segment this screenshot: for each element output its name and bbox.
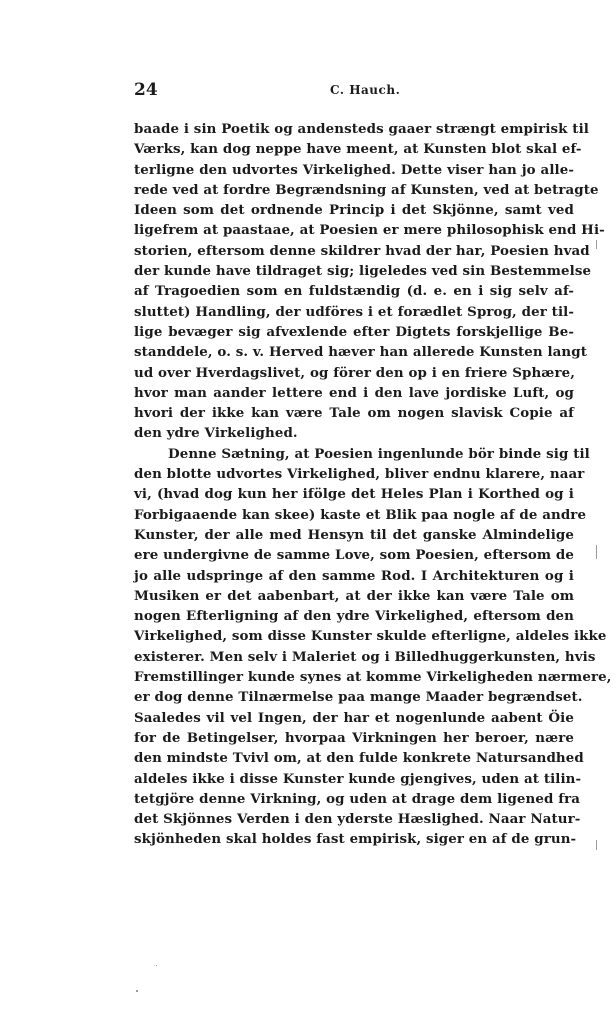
text-line: Virkelighed, som disse Kunster skulde efterligne, aldeles ikke xyxy=(134,628,607,645)
page-number: 24 xyxy=(134,80,158,100)
text-line: terligne den udvortes Virkelighed. Dette viser han jo alle- xyxy=(134,161,574,178)
text-line: Forbigaaende kan skee) kaste et Blik paa nogle af de andre xyxy=(134,506,587,523)
text-line: ligefrem at paastaae, at Poesien er mere philosophisk end Hi- xyxy=(134,222,605,239)
text-line: Fremstillinger kunde synes at komme Virkeligheden nærmere, xyxy=(134,669,612,686)
text-line: det Skjönnes Verden i den yderste Hæslighed. Naar Natur- xyxy=(134,811,581,828)
text-line: skjönheden skal holdes fast empirisk, siger en af de grun- xyxy=(134,831,577,848)
text-line: storien, eftersom denne skildrer hvad der har, Poesien hvad xyxy=(134,242,590,259)
paragraph-start-line: Denne Sætning, at Poesien ingenlunde bör binde sig til xyxy=(168,445,590,462)
text-line: vi, (hvad dog kun her ifölge det Heles Plan i Korthed og i xyxy=(134,486,574,503)
scan-speck xyxy=(136,990,138,992)
text-line: jo alle udspringe af den samme Rod. I Architekturen og i xyxy=(134,567,574,584)
text-line: tetgjöre denne Virkning, og uden at drage dem ligened fra xyxy=(134,790,580,807)
text-line: af Tragoedien som en fuldstændig (d. e. en i sig selv af- xyxy=(134,283,574,300)
text-line: Værks, kan dog neppe have meent, at Kunsten blot skal ef- xyxy=(134,141,582,158)
text-line: existerer. Men selv i Maleriet og i Billedhuggerkunsten, hvis xyxy=(134,648,596,665)
scan-speck xyxy=(596,240,597,249)
text-line: Musiken er det aabenbart, at der ikke kan være Tale om xyxy=(134,587,574,604)
text-line: der kunde have tildraget sig; ligeledes ved sin Bestemmelse xyxy=(134,263,592,280)
text-line: standdele, o. s. v. Herved hæver han allerede Kunsten langt xyxy=(134,344,588,361)
text-line: sluttet) Handling, der udföres i et forædlet Sprog, der til- xyxy=(134,303,574,320)
text-line: ere undergivne de samme Love, som Poesien, eftersom de xyxy=(134,547,574,564)
text-line: den mindste Tvivl om, at den fulde konkrete Natursandhed xyxy=(134,750,584,767)
page-header xyxy=(134,80,574,102)
scan-speck xyxy=(596,840,597,850)
scan-speck xyxy=(156,965,157,966)
text-line: ud over Hverdagslivet, og förer den op i en friere Sphære, xyxy=(134,364,576,381)
body-text xyxy=(134,119,612,850)
text-line: rede ved at fordre Begrændsning af Kunsten, ved at betragte xyxy=(134,181,599,198)
text-line: Kunster, der alle med Hensyn til det ganske Almindelige xyxy=(134,526,574,543)
text-line: hvori der ikke kan være Tale om nogen slavisk Copie af xyxy=(134,405,574,422)
scan-speck xyxy=(596,545,597,559)
text-line: den blotte udvortes Virkelighed, bliver endnu klarere, naar xyxy=(134,466,585,483)
text-line: er dog denne Tilnærmelse paa mange Maader begrændset. xyxy=(134,689,583,706)
text-line: Saaledes vil vel Ingen, der har et nogenlunde aabent Öie xyxy=(134,709,574,726)
paragraph-end-line: den ydre Virkelighed. xyxy=(134,425,298,442)
text-line: for de Betingelser, hvorpaa Virkningen her beroer, nære xyxy=(134,729,574,746)
text-line: nogen Efterligning af den ydre Virkelighed, eftersom den xyxy=(134,608,574,625)
text-line: Ideen som det ordnende Princip i det Skjönne, samt ved xyxy=(134,202,574,219)
text-line: hvor man aander lettere end i den lave jordiske Luft, og xyxy=(134,384,574,401)
text-line: aldeles ikke i disse Kunster kunde gjengives, uden at tilin- xyxy=(134,770,582,787)
text-line: baade i sin Poetik og andensteds gaaer strængt empirisk til xyxy=(134,121,589,137)
text-line: lige bevæger sig afvexlende efter Digtets forskjellige Be- xyxy=(134,323,574,340)
running-head: C. Hauch. xyxy=(330,83,401,97)
